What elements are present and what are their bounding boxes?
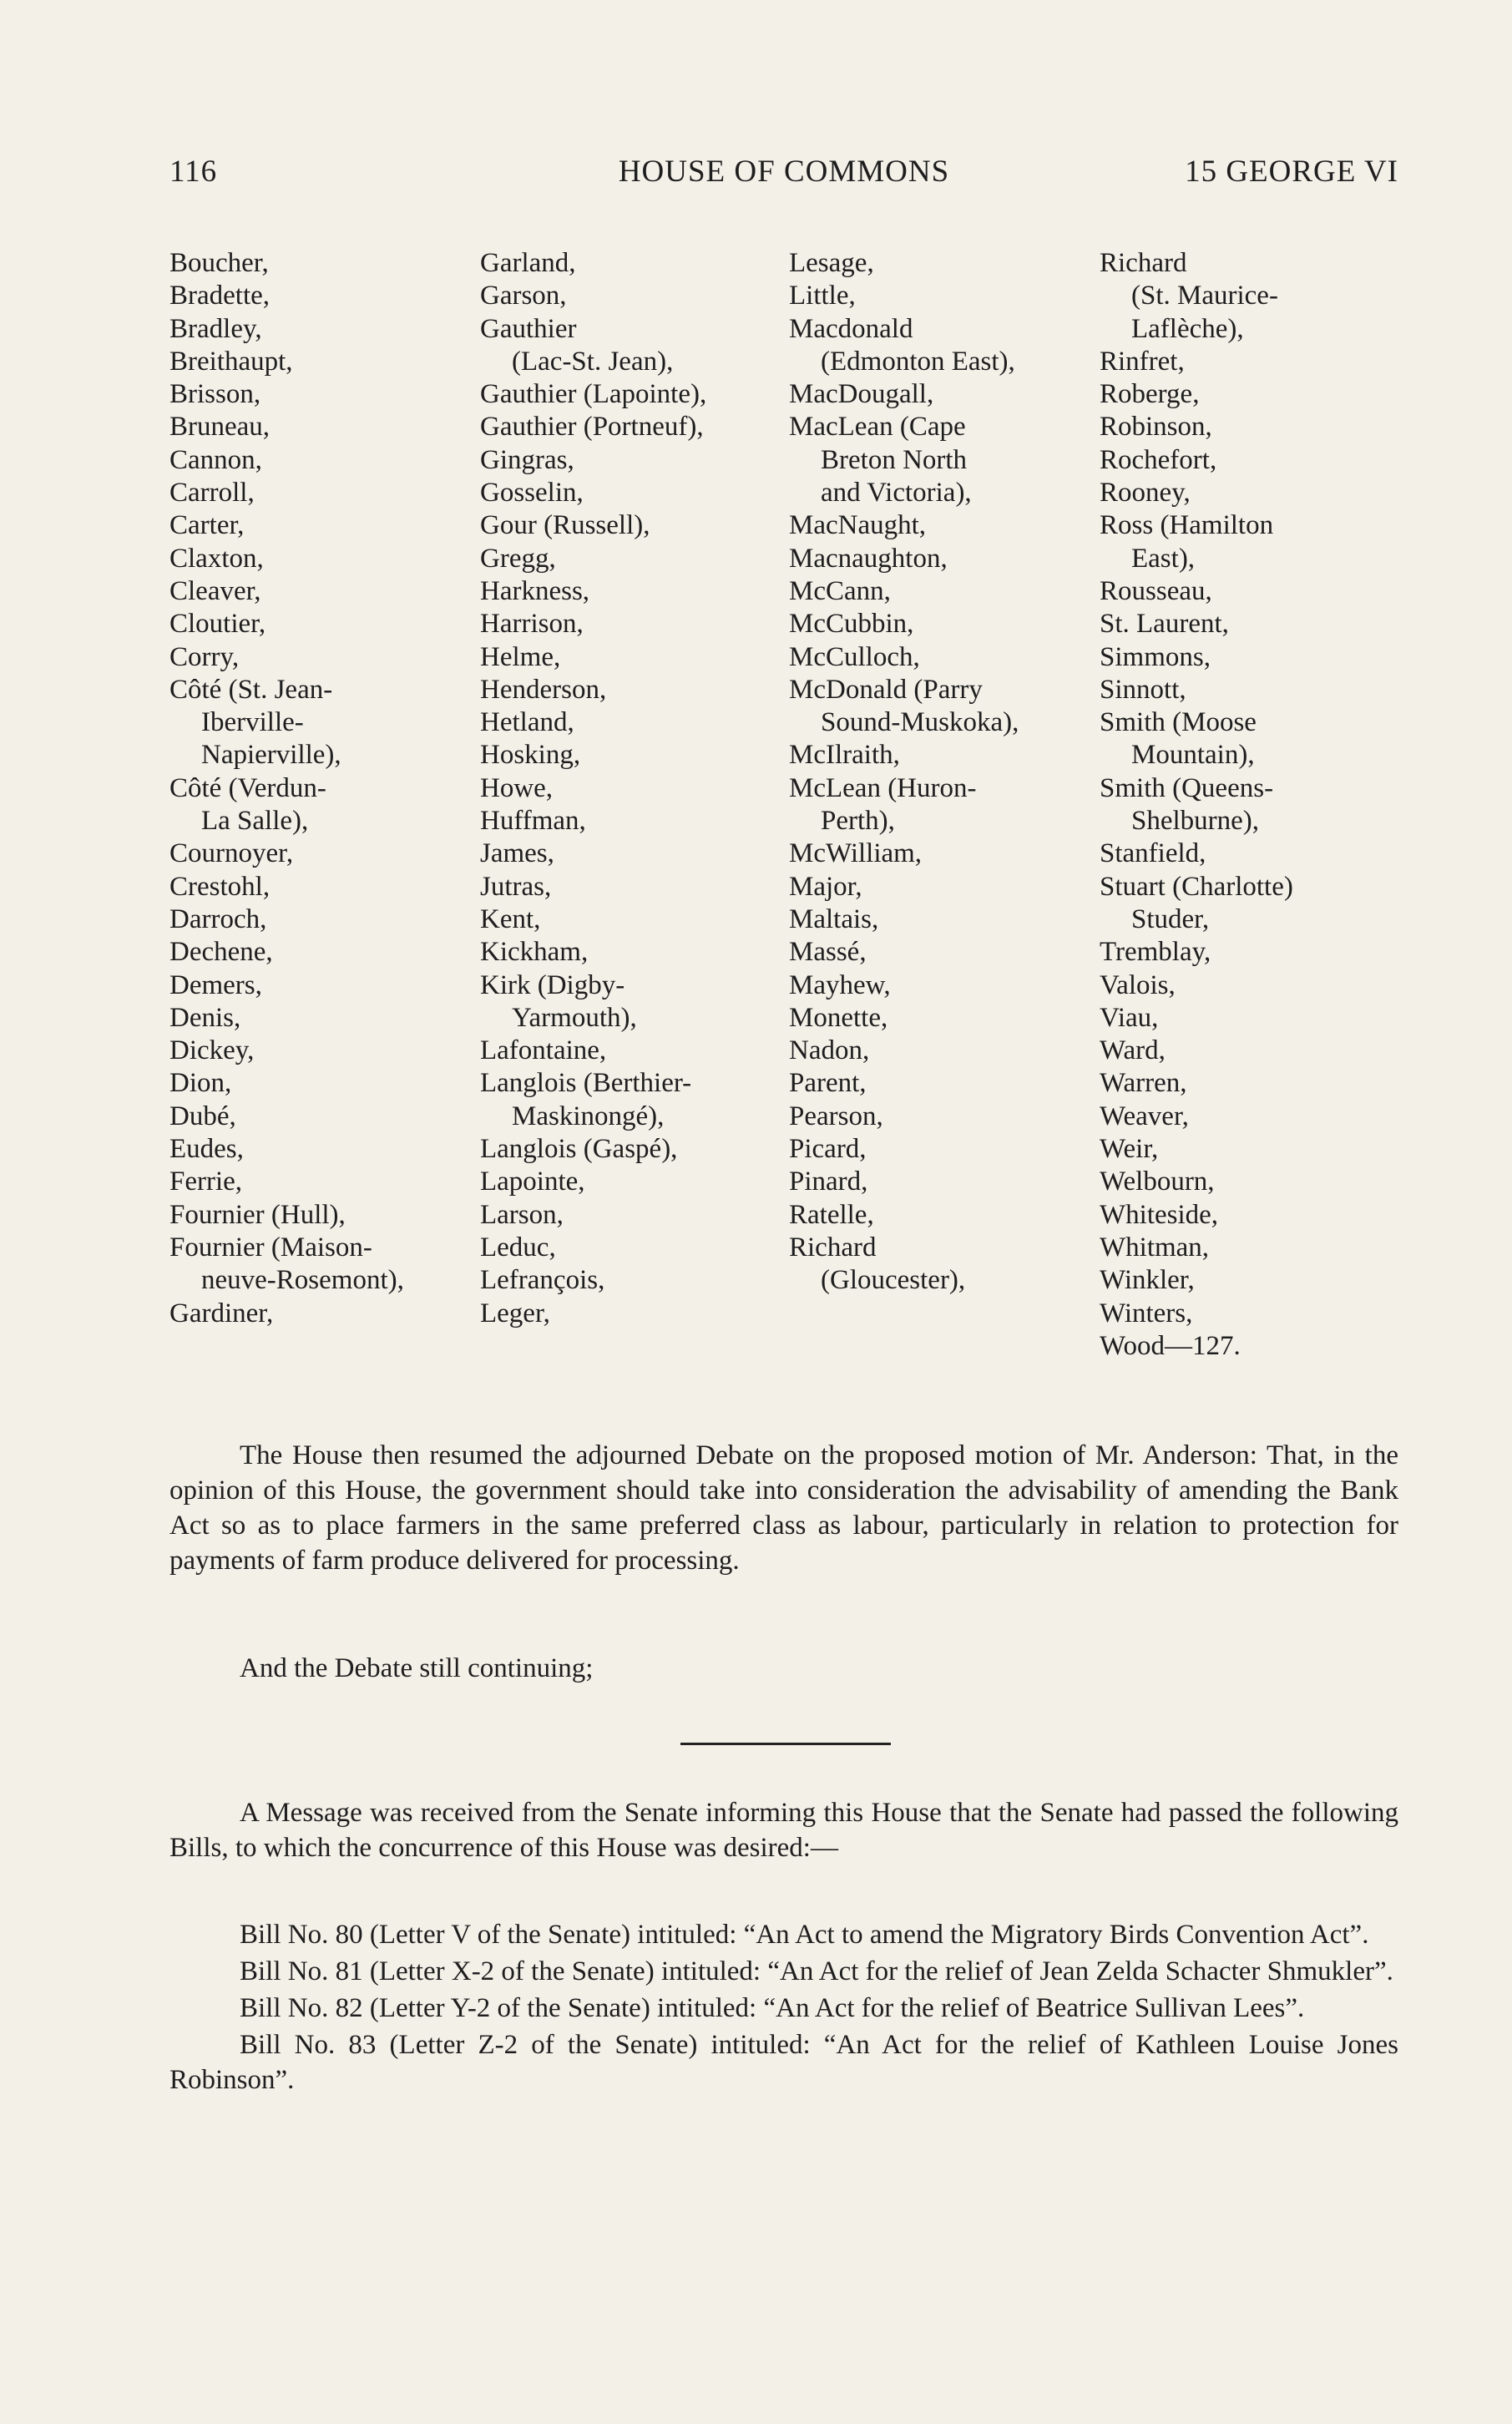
member-name: Corry,: [169, 641, 240, 672]
member-name: Cloutier,: [169, 609, 266, 640]
member-name: Macdonald: [789, 313, 913, 344]
member-name: Little,: [789, 281, 856, 311]
member-name: MacLean (Cape: [789, 412, 966, 443]
member-name: Shelburne),: [1131, 806, 1260, 837]
member-name: Sound-Muskoka),: [821, 707, 1019, 738]
member-name: Fournier (Hull),: [169, 1199, 346, 1230]
member-name: Kent,: [480, 903, 541, 934]
member-name: Breton North: [821, 444, 968, 475]
member-name: Rousseau,: [1100, 575, 1212, 606]
member-name: East),: [1131, 543, 1196, 574]
bill-81: Bill No. 81 (Letter X-2 of the Senate) intituled: “An Act for the relief of Jean Zelda Schacter Shmukler”.: [240, 1956, 1393, 1986]
page-number: 116: [169, 154, 218, 189]
member-name: McWilliam,: [789, 838, 923, 869]
member-name: Hetland,: [480, 707, 574, 738]
member-name: Robinson,: [1100, 412, 1212, 443]
member-name: Welbourn,: [1100, 1166, 1215, 1197]
member-name: Lefrançois,: [480, 1265, 605, 1296]
member-name: Simmons,: [1100, 641, 1211, 672]
member-name: Dickey,: [169, 1035, 255, 1066]
debate-section: [169, 1438, 1398, 1578]
member-name: Carter,: [169, 510, 245, 541]
member-name: Viau,: [1100, 1002, 1159, 1033]
member-name: Dion,: [169, 1068, 232, 1099]
member-name: (Gloucester),: [821, 1265, 966, 1296]
member-name: Roberge,: [1100, 379, 1200, 410]
bills-section: [169, 1917, 1398, 2099]
member-name: Studer,: [1131, 903, 1210, 934]
member-name: Gardiner,: [169, 1298, 274, 1328]
member-name: Gauthier (Lapointe),: [480, 379, 707, 410]
member-name: Langlois (Berthier-: [480, 1068, 692, 1099]
members-column-3: [789, 247, 1098, 1298]
member-name: James,: [480, 838, 554, 869]
member-name: Boucher,: [169, 248, 269, 278]
member-name: Laflèche),: [1131, 313, 1244, 344]
member-name: MacDougall,: [789, 379, 934, 410]
member-name: Brisson,: [169, 379, 261, 410]
member-name: Kirk (Digby-: [480, 969, 625, 1000]
member-name: Iberville-: [201, 707, 304, 738]
division-list: [169, 247, 1405, 1366]
bill-80: Bill No. 80 (Letter V of the Senate) intituled: “An Act to amend the Migratory Birds Convention Act”.: [240, 1920, 1369, 1950]
member-name: Leger,: [480, 1298, 550, 1328]
member-name: Gauthier (Portneuf),: [480, 412, 704, 443]
member-name: Lafontaine,: [480, 1035, 607, 1066]
member-name: Côté (St. Jean-: [169, 674, 333, 705]
page-title: HOUSE OF COMMONS: [618, 154, 950, 189]
member-name: Richard: [789, 1232, 877, 1263]
member-name: Napierville),: [201, 740, 341, 771]
member-name: Ratelle,: [789, 1199, 874, 1230]
member-name: Lapointe,: [480, 1166, 585, 1197]
member-name: and Victoria),: [821, 478, 972, 509]
member-name: Garson,: [480, 281, 567, 311]
member-name: Gosselin,: [480, 478, 584, 509]
member-name: McCann,: [789, 575, 891, 606]
member-name: Picard,: [789, 1134, 867, 1165]
continuing-section: [169, 1651, 1398, 1686]
bill-82: Bill No. 82 (Letter Y-2 of the Senate) intituled: “An Act for the relief of Beatrice Sullivan Lees”.: [240, 1993, 1305, 2023]
member-name: Cleaver,: [169, 575, 261, 606]
member-name: Ward,: [1100, 1035, 1166, 1066]
member-name: Howe,: [480, 772, 554, 803]
member-name: Mayhew,: [789, 969, 891, 1000]
member-name: Major,: [789, 871, 862, 902]
member-name: Gregg,: [480, 543, 556, 574]
member-name: Helme,: [480, 641, 561, 672]
member-name: Massé,: [789, 937, 867, 968]
message-paragraph: A Message was received from the Senate informing this House that the Senate had passed the following Bills, to which the concurrence of this House was desired:—: [169, 1798, 1398, 1863]
member-name: Eudes,: [169, 1134, 244, 1165]
debate-paragraph: The House then resumed the adjourned Debate on the proposed motion of Mr. Anderson: That, in the opinion of this House, the government should take into consideration the advisability of amending the Bank Act so as to place farmers in the same preferred class as labour, particularly in relation to protection for payments of farm produce delivered for processing.: [169, 1440, 1398, 1576]
continuing-paragraph: And the Debate still continuing;: [240, 1653, 594, 1683]
member-name: Monette,: [789, 1002, 888, 1033]
member-name: Darroch,: [169, 903, 267, 934]
section-divider: [680, 1743, 891, 1745]
member-name: McCulloch,: [789, 641, 920, 672]
member-name: Whiteside,: [1100, 1199, 1219, 1230]
member-name: Yarmouth),: [512, 1002, 637, 1033]
member-name: Stuart (Charlotte): [1100, 871, 1293, 902]
member-name: Dubé,: [169, 1101, 236, 1131]
member-name: (Edmonton East),: [821, 346, 1015, 377]
member-name: Fournier (Maison-: [169, 1232, 372, 1263]
bill-83: Bill No. 83 (Letter Z-2 of the Senate) intituled: “An Act for the relief of Kathleen Louise Jones Robinson”.: [169, 2030, 1398, 2095]
member-name: Rooney,: [1100, 478, 1191, 509]
member-name: Smith (Moose: [1100, 707, 1257, 738]
member-name: Macnaughton,: [789, 543, 948, 574]
member-name: Nadon,: [789, 1035, 870, 1066]
member-name: Winkler,: [1100, 1265, 1195, 1296]
member-name: Pearson,: [789, 1101, 883, 1131]
member-name: Tremblay,: [1100, 937, 1211, 968]
member-name: Huffman,: [480, 806, 586, 837]
member-name: McLean (Huron-: [789, 772, 977, 803]
member-name: Mountain),: [1131, 740, 1255, 771]
member-name: Denis,: [169, 1002, 241, 1033]
member-name: MacNaught,: [789, 510, 927, 541]
members-column-1: [169, 247, 478, 1330]
member-name: Henderson,: [480, 674, 607, 705]
member-name: Whitman,: [1100, 1232, 1210, 1263]
member-name: Rochefort,: [1100, 444, 1217, 475]
member-name: Richard: [1100, 248, 1187, 278]
member-name: (Lac-St. Jean),: [512, 346, 674, 377]
member-name: St. Laurent,: [1100, 609, 1229, 640]
member-name: Parent,: [789, 1068, 867, 1099]
member-name: Winters,: [1100, 1298, 1193, 1328]
member-name: Ross (Hamilton: [1100, 510, 1274, 541]
member-name: Cournoyer,: [169, 838, 294, 869]
member-name: Garland,: [480, 248, 576, 278]
member-name: Valois,: [1100, 969, 1176, 1000]
member-name: (St. Maurice-: [1131, 281, 1278, 311]
member-name: Gour (Russell),: [480, 510, 650, 541]
member-name: McIlraith,: [789, 740, 900, 771]
member-name: Bradley,: [169, 313, 262, 344]
member-name: Demers,: [169, 969, 262, 1000]
member-name: Ferrie,: [169, 1166, 243, 1197]
member-name: Leduc,: [480, 1232, 556, 1263]
member-name: Harrison,: [480, 609, 584, 640]
member-name: Larson,: [480, 1199, 564, 1230]
regnal-year: 15 GEORGE VI: [1185, 154, 1398, 189]
member-name: Côté (Verdun-: [169, 772, 326, 803]
member-name: Bruneau,: [169, 412, 271, 443]
member-name: Langlois (Gaspé),: [480, 1134, 678, 1165]
member-name: Stanfield,: [1100, 838, 1206, 869]
member-name: Bradette,: [169, 281, 271, 311]
member-name: neuve-Rosemont),: [201, 1265, 404, 1296]
member-name: McDonald (Parry: [789, 674, 983, 705]
member-name: La Salle),: [201, 806, 309, 837]
message-section: [169, 1795, 1398, 1865]
member-name: Sinnott,: [1100, 674, 1186, 705]
member-name: McCubbin,: [789, 609, 914, 640]
member-name: Maskinongé),: [512, 1101, 665, 1131]
member-name: Lesage,: [789, 248, 874, 278]
member-name: Perth),: [821, 806, 895, 837]
members-column-4: [1100, 247, 1408, 1363]
member-name: Crestohl,: [169, 871, 271, 902]
member-name: Harkness,: [480, 575, 590, 606]
member-name: Weaver,: [1100, 1101, 1189, 1131]
member-name: Weir,: [1100, 1134, 1159, 1165]
member-name: Gingras,: [480, 444, 574, 475]
member-name: Jutras,: [480, 871, 552, 902]
member-name: Maltais,: [789, 903, 879, 934]
member-name: Pinard,: [789, 1166, 868, 1197]
member-name: Smith (Queens-: [1100, 772, 1274, 803]
page-header: [169, 154, 1398, 195]
member-name: Carroll,: [169, 478, 255, 509]
member-name: Gauthier: [480, 313, 577, 344]
member-name: Dechene,: [169, 937, 273, 968]
member-name: Hosking,: [480, 740, 581, 771]
member-name: Kickham,: [480, 937, 589, 968]
member-name: Warren,: [1100, 1068, 1187, 1099]
member-name: Breithaupt,: [169, 346, 293, 377]
member-name: Wood—127.: [1100, 1330, 1241, 1361]
member-name: Claxton,: [169, 543, 264, 574]
member-name: Cannon,: [169, 444, 262, 475]
members-column-2: [480, 247, 789, 1330]
member-name: Rinfret,: [1100, 346, 1185, 377]
